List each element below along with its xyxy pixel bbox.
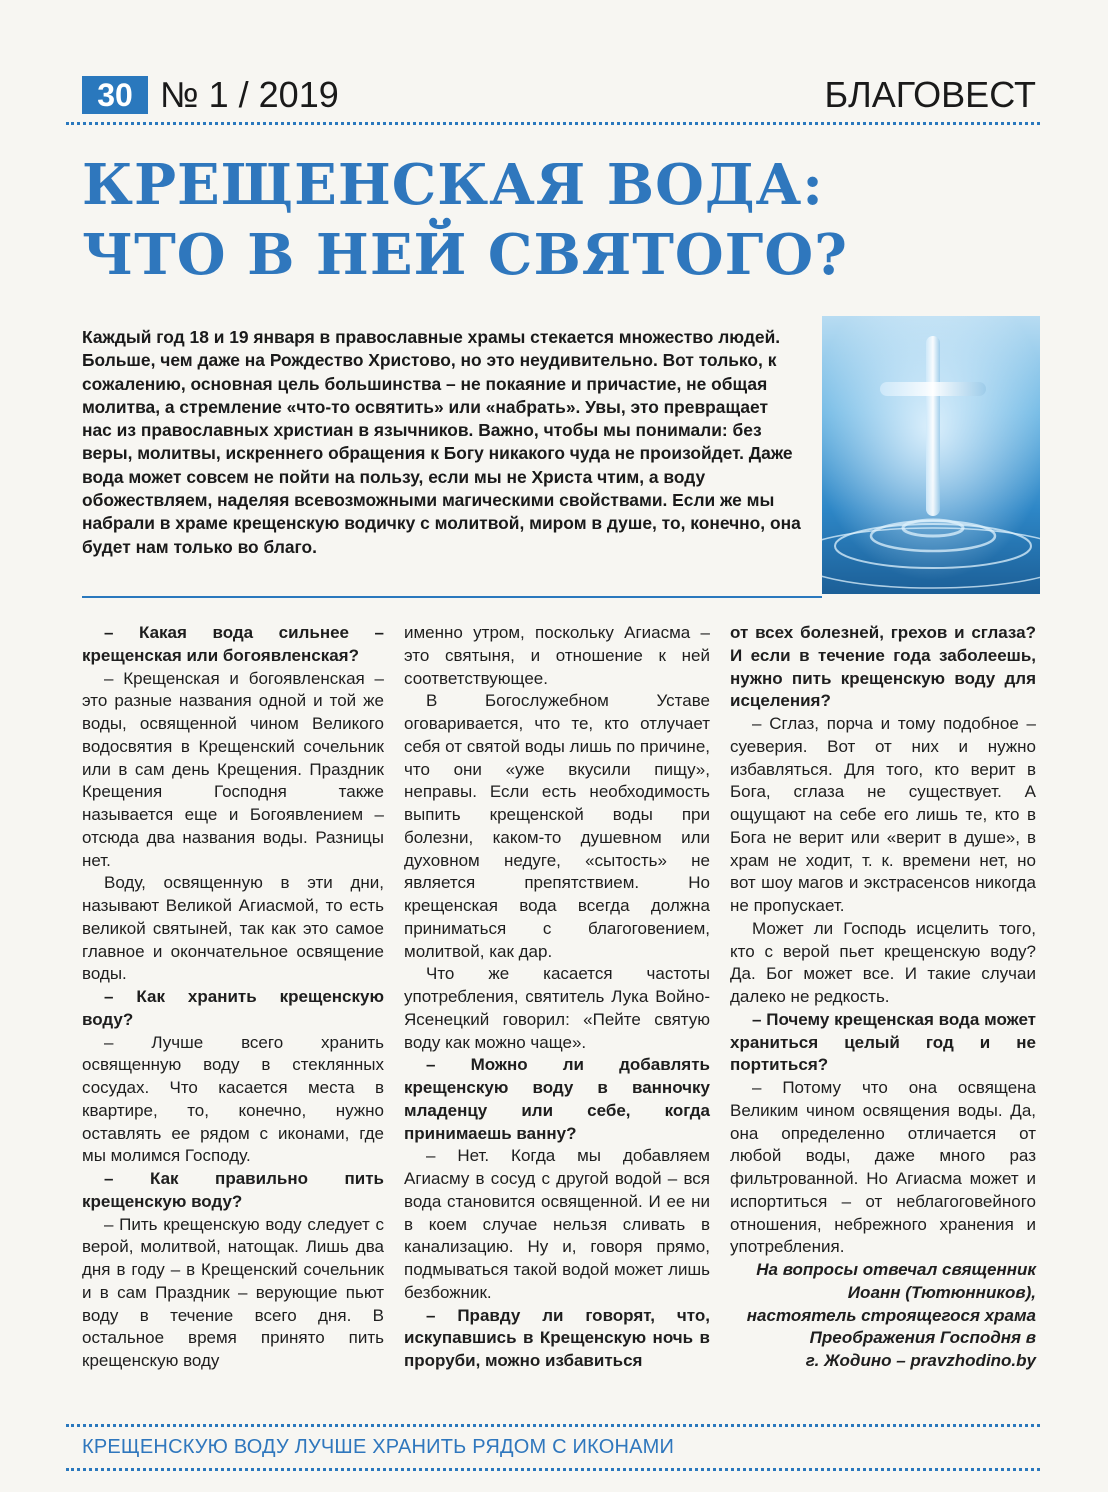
answer-paragraph: – Крещенская и богоявленская – это разные названия одной и той же воды, освященной чином Великого водосвятия в Крещенский сочельник или в сам день Крещения. Праздник Крещения Господня также называется еще и Богоявлением – отсюда два названия воды. Разницы нет. (82, 668, 384, 870)
article-title-line-1: КРЕЩЕНСКАЯ ВОДА: (82, 152, 824, 218)
answer-paragraph: именно утром, поскольку Агиасма – это святыня, и отношение к ней соответствующее. (404, 623, 710, 688)
article-lead: Каждый год 18 и 19 января в православные храмы стекается множество людей. Больше, чем даже на Рождество Христово, но это неудивительно. Вот только, к сожалению, основная цель большинства – не покаяние и причастие, не общая молитва, а стремление «что-то освятить» или «набрать». Увы, это превращает нас из православных христиан в язычников. Важно, чтобы мы понимали: без веры, молитвы, искреннего обращения к Богу никакого чуда не произойдет. Даже вода может совсем не пойти на пользу, если мы не Христа чтим, а воду обожествляем, наделяя всевозможными магическими свойствами. Если же мы набрали в храме крещенскую водичку с молитвой, миром в душе, то, конечно, она будет нам только во благо. (82, 327, 801, 557)
answer-paragraph: – Нет. Когда мы добавляем Агиасму в сосуд с другой водой – вся вода становится освященной. И ее ни в коем случае нельзя сливать в канализацию. Ну и, говоря прямо, подмываться такой водой может лишь безбожник. (404, 1146, 710, 1302)
cross-water-photo (822, 316, 1040, 594)
page-header (82, 74, 1036, 116)
article-column-2 (404, 622, 710, 1373)
signature-line: г. Жодино – pravzhodino.by (805, 1351, 1036, 1370)
article-title (82, 150, 1022, 290)
footer-divider-top (66, 1424, 1040, 1427)
signature-line: Преображения Господня в (809, 1328, 1036, 1348)
answer-paragraph: В Богослужебном Уставе оговаривается, что те, кто отлучает себя от святой воды лишь по причине, что они «уже вкусили пищу», неправы. Если есть необходимость выпить крещенской воды при болезни, каком-то душевном или духовном недуге, «сытость» не является препятствием. Но крещенская вода всегда должна приниматься с благоговением, молитвой, как дар. (404, 691, 710, 961)
article-column-1 (82, 622, 384, 1373)
answer-paragraph: – Лучше всего хранить освященную воду в стеклянных сосудах. Что касается места в квартире, то, конечно, нужно оставлять ее рядом с иконами, где мы молимся Господу. (82, 1032, 384, 1166)
footer-tagline: КРЕЩЕНСКУЮ ВОДУ ЛУЧШЕ ХРАНИТЬ РЯДОМ С ИКОНАМИ (82, 1436, 675, 1458)
question: – Как хранить крещенскую воду? (82, 987, 384, 1029)
question: – Можно ли добавлять крещенскую воду в ванночку младенцу или себе, когда принимаешь ванну? (404, 1055, 710, 1143)
answer-paragraph: – Потому что она освящена Великим чином освящения воды. Да, она определенно отличается от любой воды, даже много раз фильтрованной. Но Агиасма может и испортиться – от неблагоговейного отношения, небрежного хранения и употребления. (730, 1078, 1036, 1257)
answer-paragraph: Воду, освященную в эти дни, называют Великой Агиасмой, то есть великой святыней, так как это самое главное и окончательное освящение воды. (82, 873, 384, 984)
answer-paragraph: Что же касается частоты употребления, святитель Лука Войно-Ясенецкий говорил: «Пейте святую воду как можно чаще». (404, 964, 710, 1052)
question: – Как правильно пить крещенскую воду? (82, 1169, 384, 1211)
signature-line: На вопросы отвечал священник (756, 1260, 1036, 1279)
answer-paragraph: – Сглаз, порча и тому подобное – суеверия. Вот от них и нужно избавляться. Для того, кто верит в Бога, сглаза не существует. А ощущают на себе его лишь те, кто в Бога не верит или «верит в душе», в храм не ходит, т. к. времени нет, но вот шоу магов и экстрасенсов никогда не пропускает. (730, 714, 1036, 915)
newspaper-name: БЛАГОВЕСТ (824, 74, 1036, 115)
page-number: 30 (82, 76, 148, 114)
footer-divider-bottom (66, 1468, 1040, 1471)
water-cross-illustration (822, 316, 1040, 594)
answer-paragraph: – Пить крещенскую воду следует с верой, молитвой, натощак. Лишь два дня в году – в Крещенский сочельник и в сам Праздник – верующие пьют воду в течение всего дня. В остальное время принято пить крещенскую воду (82, 1214, 384, 1370)
lead-divider (82, 596, 822, 598)
article-title-line-2: ЧТО В НЕЙ СВЯТОГО? (82, 222, 848, 288)
article-column-3 (730, 622, 1036, 1373)
issue-number: № 1 / 2019 (160, 74, 339, 115)
answer-paragraph: Может ли Господь исцелить того, кто с верой пьет крещенскую воду? Да. Бог может все. И такие случаи далеко не редкость. (730, 918, 1036, 1006)
question: – Правду ли говорят, что, искупавшись в Крещенскую ночь в проруби, можно избавиться (404, 1305, 710, 1370)
header-divider (66, 122, 1040, 125)
question: – Почему крещенская вода может храниться целый год и не портиться? (730, 1009, 1036, 1075)
signature-line: Иоанн (Тютюнников), (847, 1282, 1036, 1302)
question: от всех болезней, грехов и сглаза? И если в течение года заболеешь, нужно пить крещенскую воду для исцеления? (730, 623, 1036, 711)
signature-line: настоятель строящегося храма (746, 1305, 1036, 1325)
question: – Какая вода сильнее – крещенская или богоявленская? (82, 623, 384, 665)
